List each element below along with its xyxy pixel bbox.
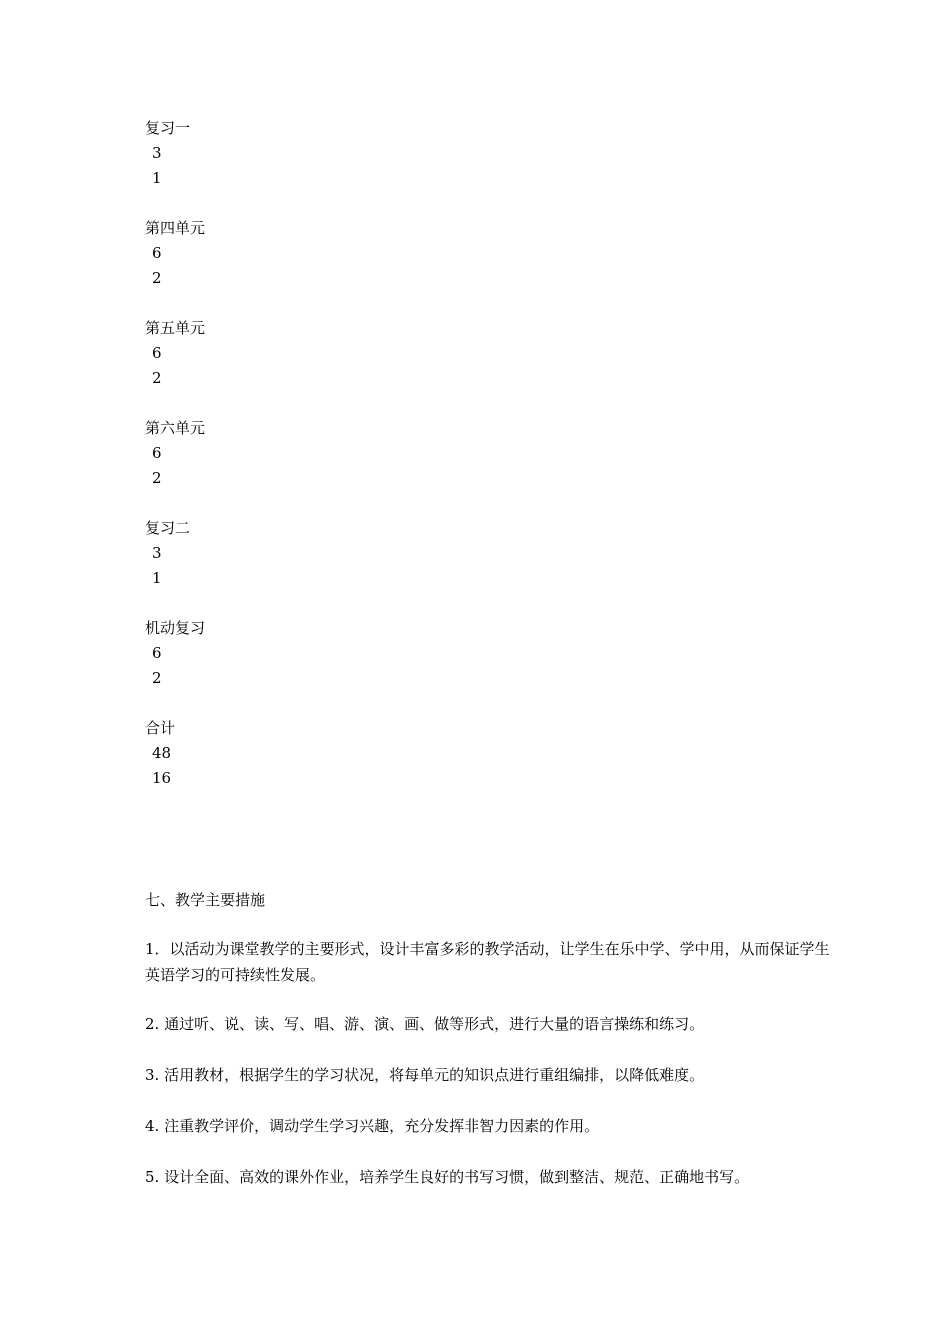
unit-weeks: 2 bbox=[152, 669, 162, 687]
measure-paragraph: 5. 设计全面、高效的课外作业，培养学生良好的书写习惯，做到整洁、规范、正确地书写。 bbox=[145, 1168, 750, 1186]
unit-schedule bbox=[145, 116, 205, 816]
unit-name: 第五单元 bbox=[145, 319, 206, 337]
unit-name: 第六单元 bbox=[145, 419, 206, 437]
unit-total-hours: 6 bbox=[152, 644, 162, 662]
unit-weeks: 2 bbox=[152, 369, 162, 387]
unit-total-hours: 6 bbox=[152, 344, 162, 362]
unit-entry bbox=[145, 416, 205, 491]
unit-name: 合计 bbox=[145, 719, 176, 737]
unit-entry bbox=[145, 116, 205, 191]
unit-name: 机动复习 bbox=[145, 619, 206, 637]
unit-entry bbox=[145, 216, 205, 291]
section-heading: 七、教学主要措施 bbox=[145, 891, 266, 909]
measure-paragraph: 4. 注重教学评价，调动学生学习兴趣，充分发挥非智力因素的作用。 bbox=[145, 1117, 600, 1135]
unit-entry bbox=[145, 616, 205, 691]
unit-total-hours: 3 bbox=[152, 144, 162, 162]
unit-total-hours: 3 bbox=[152, 544, 162, 562]
unit-weeks: 1 bbox=[152, 169, 162, 187]
unit-entry bbox=[145, 516, 205, 591]
unit-total-hours: 6 bbox=[152, 444, 162, 462]
measure-paragraph: 1．以活动为课堂教学的主要形式，设计丰富多彩的教学活动，让学生在乐中学、学中用，从而保证学生英语学习的可持续性发展。 bbox=[145, 940, 830, 984]
unit-weeks: 2 bbox=[152, 469, 162, 487]
unit-name: 复习一 bbox=[145, 119, 191, 137]
unit-total-hours: 6 bbox=[152, 244, 162, 262]
measure-paragraph: 2. 通过听、说、读、写、唱、游、演、画、做等形式，进行大量的语言操练和练习。 bbox=[145, 1015, 705, 1033]
unit-entry bbox=[145, 316, 205, 391]
unit-weeks: 2 bbox=[152, 269, 162, 287]
unit-entry-total bbox=[145, 716, 205, 791]
unit-weeks: 1 bbox=[152, 569, 162, 587]
unit-name: 复习二 bbox=[145, 519, 191, 537]
unit-name: 第四单元 bbox=[145, 219, 206, 237]
teaching-measures-section bbox=[145, 886, 835, 1190]
unit-weeks: 16 bbox=[152, 769, 172, 787]
measure-paragraph: 3. 活用教材，根据学生的学习状况，将每单元的知识点进行重组编排，以降低难度。 bbox=[145, 1066, 705, 1084]
unit-total-hours: 48 bbox=[152, 744, 172, 762]
